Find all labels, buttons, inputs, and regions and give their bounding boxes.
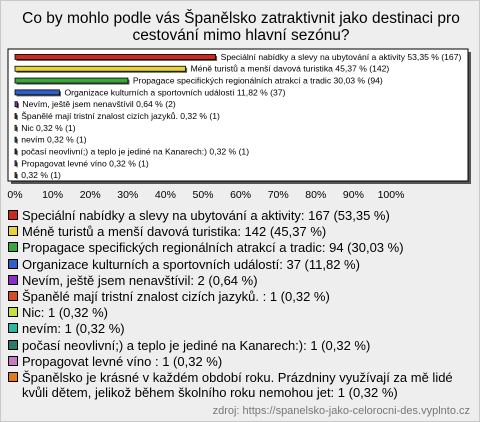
legend-swatch xyxy=(8,372,18,382)
legend-swatch xyxy=(8,323,18,333)
bar-label: počasí neovlivní;) a teplo je jediné na Kanarech:) 0,32 % (1) xyxy=(21,146,250,157)
legend-item xyxy=(8,208,474,223)
bar xyxy=(15,78,128,83)
legend-swatch xyxy=(8,275,18,285)
legend-label: počasí neovlivní;) a teplo je jediné na Kanarech:): 1 (0,32 %) xyxy=(22,337,371,353)
bar-label: Organizace kulturních a sportovních událostí 11,82 % (37) xyxy=(64,87,286,98)
x-tick-label: 10% xyxy=(42,189,64,201)
legend-label: Propagace specifických regionálních atrakcí a tradic: 94 (30,03 %) xyxy=(22,240,404,256)
bar-label: 0,32 % (1) xyxy=(21,170,61,181)
legend-item xyxy=(8,370,474,400)
legend-label: Španělé mají tristní znalost cizích jazyků. : 1 (0,32 %) xyxy=(22,288,330,304)
bar-label: Nevím, ještě jsem nenavštívil 0,64 % (2) xyxy=(22,99,176,110)
x-tick-label: 20% xyxy=(79,189,101,201)
bar xyxy=(15,137,16,142)
legend-item xyxy=(8,305,474,320)
bar-label: Nic 0,32 % (1) xyxy=(21,122,76,133)
x-tick-label: 100% xyxy=(377,189,405,201)
source-credit: zdroj: https://spanelsko-jako-celorocni-des.vyplnto.cz xyxy=(212,405,470,417)
legend-item xyxy=(8,289,474,304)
legend-swatch xyxy=(8,307,18,317)
x-tick-label: 0% xyxy=(7,189,23,201)
legend-item xyxy=(8,354,474,369)
legend-swatch xyxy=(8,356,18,366)
bar-shadow xyxy=(17,174,18,179)
legend-swatch xyxy=(8,259,18,269)
legend-swatch xyxy=(8,291,18,301)
legend-swatch xyxy=(8,210,18,220)
legend-label: Speciální nabídky a slevy na ubytování a aktivity: 167 (53,35 %) xyxy=(22,208,390,223)
bar xyxy=(15,149,16,154)
bar-label: Propagovat levné víno 0,32 % (1) xyxy=(21,158,149,169)
chart-legend xyxy=(8,208,474,401)
bar-shadow xyxy=(17,162,18,167)
legend-label: Nic: 1 (0,32 %) xyxy=(22,305,108,321)
bar xyxy=(15,161,16,166)
bar-label: Španělé mají tristní znalost cizích jazyků. 0,32 % (1) xyxy=(21,111,220,121)
legend-item xyxy=(8,338,474,353)
bar xyxy=(15,54,216,59)
bar-shadow xyxy=(17,150,18,155)
bar xyxy=(15,114,16,119)
x-tick-label: 70% xyxy=(267,189,289,201)
x-tick-label: 60% xyxy=(230,189,252,201)
bar xyxy=(15,90,59,95)
chart-title: Co by mohlo podle vás Španělsko zatraktivnit jako destinaci pro cestování mimo hlavní sezónu? xyxy=(22,10,460,44)
legend-label: Propagovat levné víno : 1 (0,32 %) xyxy=(22,353,223,369)
bar-shadow xyxy=(17,115,18,120)
bar-shadow xyxy=(17,127,18,132)
legend-swatch xyxy=(8,242,18,252)
bar xyxy=(15,173,16,178)
legend-item xyxy=(8,257,474,272)
bar-shadow xyxy=(17,139,18,144)
legend-item xyxy=(8,240,474,255)
legend-item xyxy=(8,224,474,239)
legend-item xyxy=(8,273,474,288)
legend-swatch xyxy=(8,340,18,350)
legend-label: Španělsko je krásné v každém období roku. Prázdniny využívají za mě lidé kvůli dětem, jelikož během školního roku nemohou jet: 1 (0,32 %) xyxy=(22,369,453,400)
bar-label: Speciální nabídky a slevy na ubytování a aktivity 53,35 % (167) xyxy=(220,51,462,62)
legend-label: Méně turistů a menší davová turistika: 142 (45,37 %) xyxy=(22,224,327,240)
bar-label: nevím 0,32 % (1) xyxy=(21,134,87,145)
bar xyxy=(15,102,17,107)
bar-label: Propagace specifických regionálních atrakcí a tradic 30,03 % (94) xyxy=(132,75,383,86)
legend-label: nevím: 1 (0,32 %) xyxy=(22,321,125,337)
x-tick-label: 90% xyxy=(342,189,364,201)
legend-label: Organizace kulturních a sportovních událostí: 37 (11,82 %) xyxy=(22,256,360,272)
bar-chart xyxy=(0,0,480,205)
bar-label: Méně turistů a menší davová turistika 45,37 % (142) xyxy=(190,63,390,74)
x-tick-label: 30% xyxy=(117,189,139,201)
legend-label: Nevím, ještě jsem nenavštívil: 2 (0,64 %) xyxy=(22,272,258,288)
legend-swatch xyxy=(8,226,18,236)
x-tick-label: 40% xyxy=(154,189,176,201)
legend-item xyxy=(8,321,474,336)
bar xyxy=(15,66,186,71)
bar xyxy=(15,125,16,130)
x-tick-label: 80% xyxy=(305,189,327,201)
x-tick-label: 50% xyxy=(192,189,214,201)
